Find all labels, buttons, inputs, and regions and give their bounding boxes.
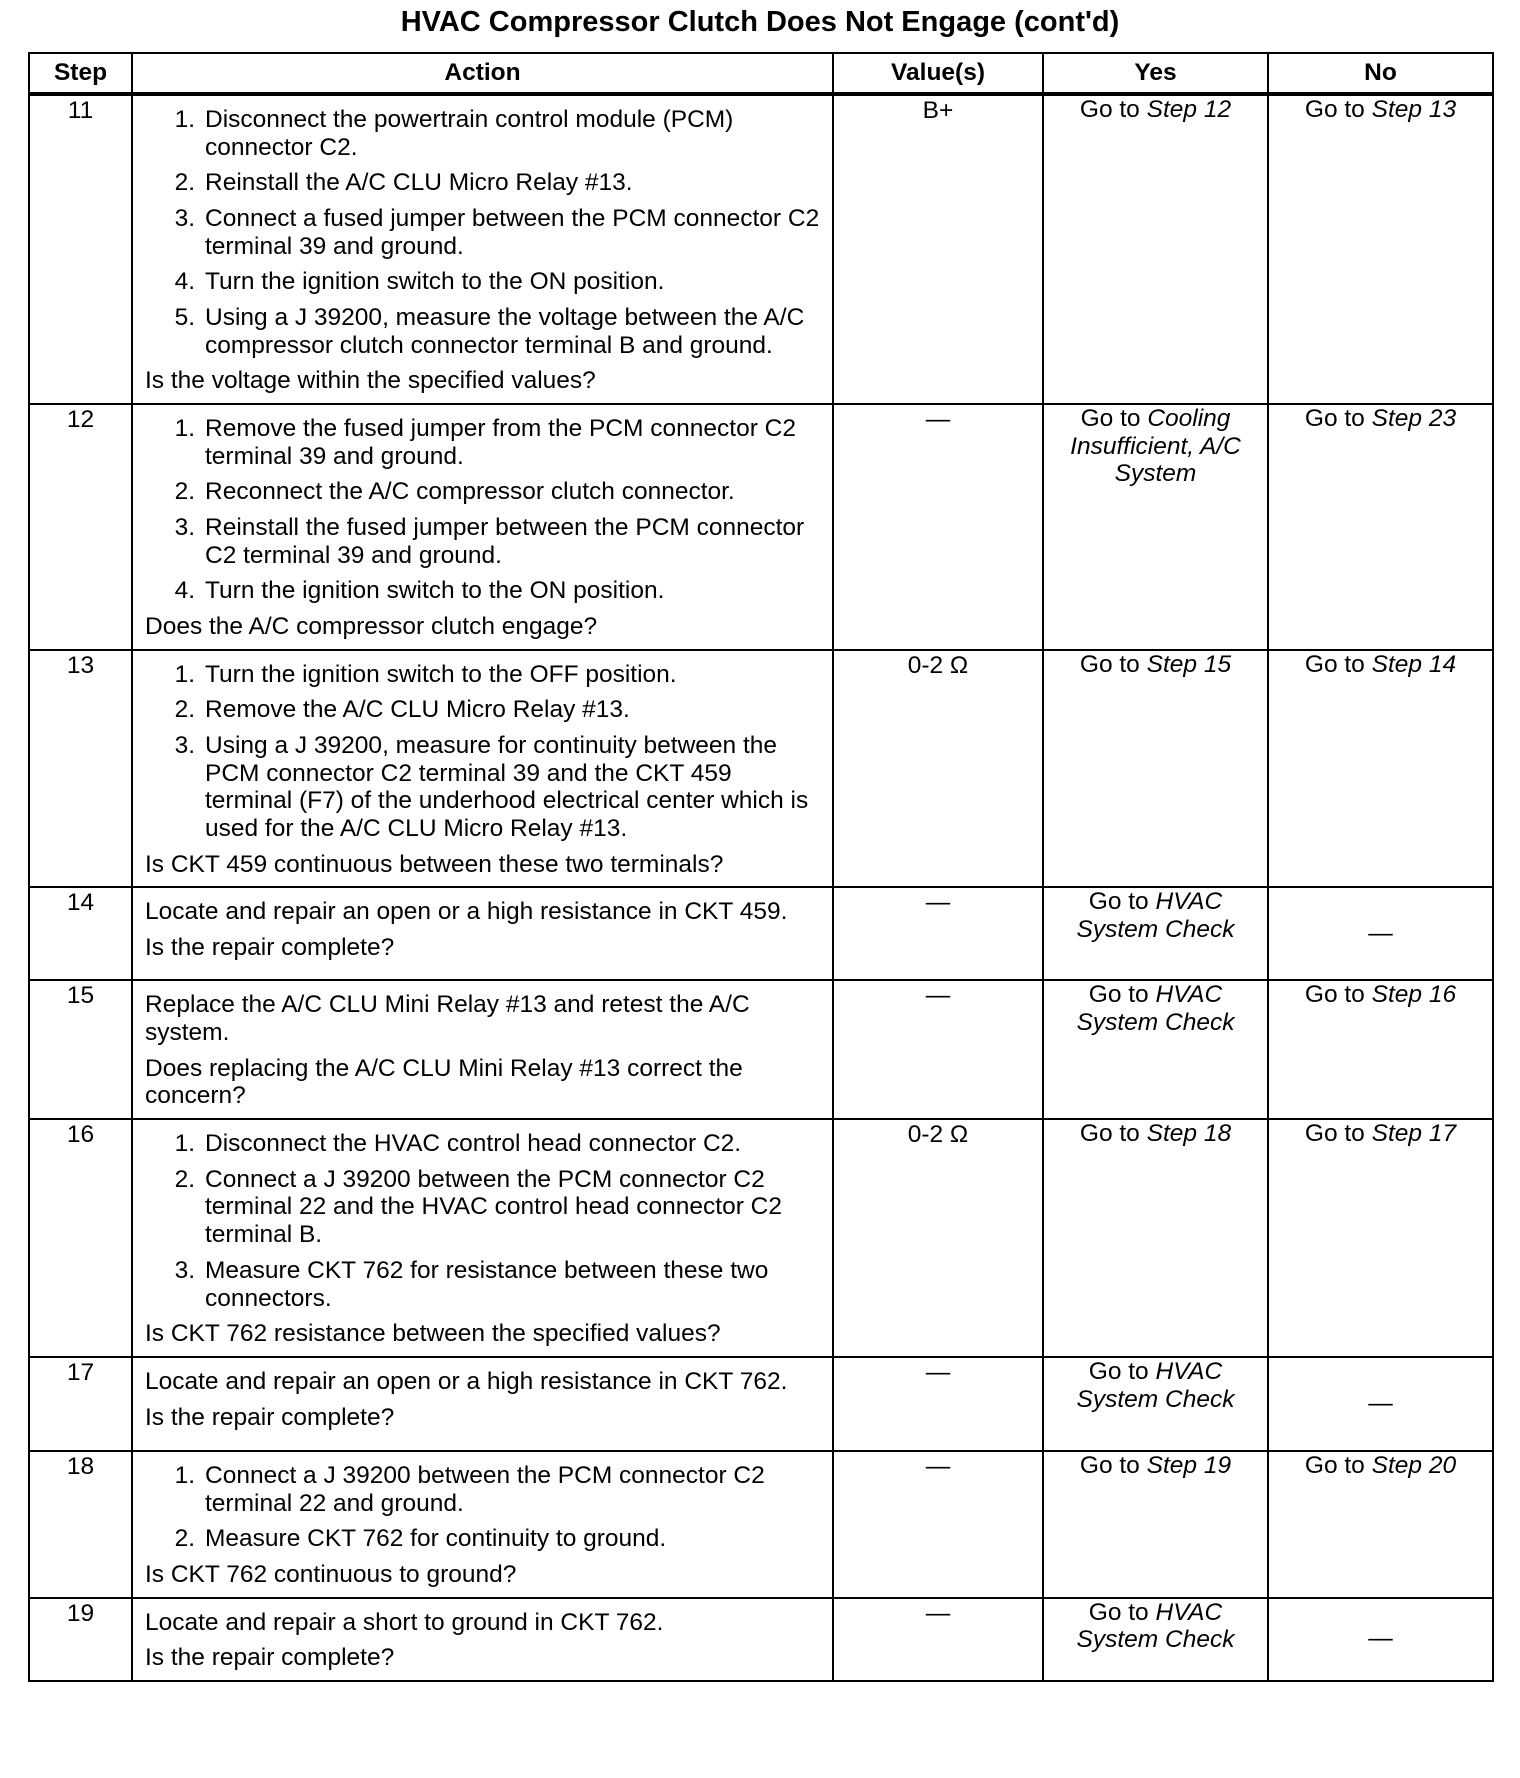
action-step-text: Reinstall the A/C CLU Micro Relay #13. <box>205 169 633 197</box>
yes-result-prefix: Go to <box>1088 1598 1156 1626</box>
table-row <box>29 1598 1493 1681</box>
yes-result-cell <box>1043 94 1268 404</box>
action-steps-list <box>145 1462 822 1553</box>
action-cell <box>132 1451 833 1598</box>
no-result-cell <box>1268 1598 1493 1681</box>
no-result-target: Step 20 <box>1371 1451 1457 1479</box>
yes-result-cell <box>1043 1357 1268 1451</box>
no-result-cell <box>1268 887 1493 980</box>
yes-result-prefix: Go to <box>1079 650 1147 678</box>
yes-result-cell <box>1043 650 1268 888</box>
action-step <box>145 169 822 197</box>
action-step-text: Connect a fused jumper between the PCM connector C2 terminal 39 and ground. <box>205 205 820 260</box>
yes-result-cell <box>1043 1598 1268 1681</box>
action-step-text: Disconnect the powertrain control module (PCM) connector C2. <box>205 106 734 161</box>
yes-result-cell <box>1043 404 1268 650</box>
action-step-number: 5. <box>174 304 195 332</box>
action-step <box>145 1462 822 1517</box>
action-step-text: Turn the ignition switch to the ON position. <box>205 268 665 296</box>
action-step-number: 2. <box>174 1525 195 1553</box>
yes-result-target: Step 15 <box>1146 650 1232 678</box>
no-result-target: Step 17 <box>1371 1120 1457 1148</box>
yes-result-cell <box>1043 1451 1268 1598</box>
action-instruction: Replace the A/C CLU Mini Relay #13 and retest the A/C system. <box>145 991 750 1047</box>
yes-result-target: HVAC System Check <box>1076 1598 1235 1654</box>
step-number: 13 <box>29 650 132 888</box>
action-step-number: 4. <box>174 268 195 296</box>
action-step-number: 1. <box>174 415 195 443</box>
value-spec: B+ <box>833 94 1043 404</box>
action-step-number: 2. <box>174 696 195 724</box>
action-cell <box>132 1598 833 1681</box>
no-result-target: — <box>1368 1625 1393 1653</box>
action-step-text: Disconnect the HVAC control head connector C2. <box>205 1130 742 1158</box>
table-body <box>29 94 1493 1681</box>
yes-result-cell <box>1043 887 1268 980</box>
no-result-prefix: Go to <box>1304 981 1372 1009</box>
value-spec: 0-2 Ω <box>833 1119 1043 1357</box>
no-result-target: Step 16 <box>1371 981 1457 1009</box>
action-step <box>145 106 822 161</box>
action-question: Is the repair complete? <box>145 1644 395 1672</box>
action-step <box>145 1525 822 1553</box>
column-header-no: No <box>1268 53 1493 94</box>
action-question: Is CKT 459 continuous between these two terminals? <box>145 850 724 878</box>
action-cell <box>132 1119 833 1357</box>
yes-result-cell <box>1043 1119 1268 1357</box>
action-step-number: 1. <box>174 660 195 688</box>
no-result-target: Step 13 <box>1371 96 1457 123</box>
action-step <box>145 661 822 689</box>
table-row <box>29 1357 1493 1451</box>
action-steps-list <box>145 661 822 843</box>
column-header-action: Action <box>132 53 833 94</box>
column-header-step: Step <box>29 53 132 94</box>
action-cell <box>132 650 833 888</box>
action-step-text: Turn the ignition switch to the OFF position. <box>205 660 677 688</box>
action-step <box>145 304 822 359</box>
action-instruction: Locate and repair an open or a high resistance in CKT 459. <box>145 898 788 926</box>
no-result-target: — <box>1368 920 1393 948</box>
action-step <box>145 205 822 260</box>
table-row <box>29 1119 1493 1357</box>
action-instruction: Locate and repair a short to ground in CKT 762. <box>145 1608 664 1636</box>
action-step <box>145 577 822 605</box>
action-step <box>145 268 822 296</box>
value-spec: — <box>833 887 1043 980</box>
action-step <box>145 732 822 843</box>
yes-result-target: HVAC System Check <box>1076 888 1235 944</box>
action-step-number: 1. <box>174 1130 195 1158</box>
value-spec: — <box>833 1357 1043 1451</box>
action-cell <box>132 1357 833 1451</box>
action-step <box>145 514 822 569</box>
action-step-text: Remove the A/C CLU Micro Relay #13. <box>205 696 630 724</box>
action-step-text: Connect a J 39200 between the PCM connector C2 terminal 22 and the HVAC control head connector C2 terminal B. <box>205 1165 782 1249</box>
value-spec: — <box>833 404 1043 650</box>
yes-result-prefix: Go to <box>1080 405 1148 433</box>
action-step-number: 3. <box>174 514 195 542</box>
no-result-target: Step 14 <box>1371 650 1457 678</box>
yes-result-cell <box>1043 980 1268 1119</box>
step-number: 18 <box>29 1451 132 1598</box>
action-step-number: 2. <box>174 169 195 197</box>
action-step-number: 3. <box>174 205 195 233</box>
no-result-prefix: Go to <box>1304 1451 1372 1479</box>
action-step-text: Using a J 39200, measure for continuity between the PCM connector C2 terminal 39 and the CKT 459 terminal (F7) of the underhood electrical center which is used for the A/C CLU Micro Relay #13. <box>205 732 809 843</box>
step-number: 12 <box>29 404 132 650</box>
action-step-text: Reconnect the A/C compressor clutch connector. <box>205 478 735 506</box>
action-step <box>145 1130 822 1158</box>
action-step-text: Turn the ignition switch to the ON position. <box>205 577 665 605</box>
table-row <box>29 980 1493 1119</box>
no-result-cell <box>1268 404 1493 650</box>
no-result-cell <box>1268 1451 1493 1598</box>
no-result-cell <box>1268 980 1493 1119</box>
no-result-cell <box>1268 650 1493 888</box>
yes-result-prefix: Go to <box>1079 96 1147 123</box>
yes-result-prefix: Go to <box>1088 1357 1156 1385</box>
action-question: Is the repair complete? <box>145 934 395 962</box>
action-cell <box>132 980 833 1119</box>
action-step <box>145 1166 822 1249</box>
action-question: Is the voltage within the specified values? <box>145 367 596 395</box>
step-number: 19 <box>29 1598 132 1681</box>
column-header-values: Value(s) <box>833 53 1043 94</box>
action-steps-list <box>145 415 822 605</box>
action-cell <box>132 94 833 404</box>
action-step <box>145 1257 822 1312</box>
step-number: 17 <box>29 1357 132 1451</box>
no-result-cell <box>1268 94 1493 404</box>
action-step-text: Using a J 39200, measure the voltage between the A/C compressor clutch connector terminal B and ground. <box>205 304 805 359</box>
no-result-cell <box>1268 1119 1493 1357</box>
value-spec: — <box>833 1598 1043 1681</box>
table-row <box>29 404 1493 650</box>
action-step-text: Reinstall the fused jumper between the PCM connector C2 terminal 39 and ground. <box>205 514 805 569</box>
action-step <box>145 415 822 470</box>
action-step-number: 1. <box>174 1461 195 1489</box>
action-steps-list <box>145 1130 822 1312</box>
yes-result-prefix: Go to <box>1079 1451 1147 1479</box>
no-result-prefix: Go to <box>1304 650 1372 678</box>
action-question: Does replacing the A/C CLU Mini Relay #13 correct the concern? <box>145 1054 743 1110</box>
no-result-target: — <box>1368 1390 1393 1417</box>
no-result-target: Step 23 <box>1371 405 1457 433</box>
action-cell <box>132 404 833 650</box>
action-question: Is CKT 762 resistance between the specified values? <box>145 1320 721 1348</box>
diagnostic-steps-table <box>28 52 1494 1682</box>
yes-result-target: Step 12 <box>1146 96 1232 123</box>
yes-result-target: HVAC System Check <box>1076 1357 1235 1413</box>
action-step-number: 1. <box>174 106 195 133</box>
yes-result-prefix: Go to <box>1088 981 1156 1009</box>
action-step-text: Measure CKT 762 for resistance between these two connectors. <box>205 1256 769 1312</box>
yes-result-target: HVAC System Check <box>1076 981 1235 1037</box>
action-step-number: 3. <box>174 732 195 760</box>
action-cell <box>132 887 833 980</box>
yes-result-target: Step 18 <box>1146 1120 1232 1148</box>
no-result-prefix: Go to <box>1304 1120 1372 1148</box>
table-row <box>29 1451 1493 1598</box>
no-result-prefix: Go to <box>1304 405 1372 433</box>
column-header-yes: Yes <box>1043 53 1268 94</box>
step-number: 14 <box>29 887 132 980</box>
step-number: 15 <box>29 980 132 1119</box>
action-step-number: 2. <box>174 478 195 506</box>
action-step <box>145 478 822 506</box>
table-header-row <box>29 53 1493 94</box>
step-number: 16 <box>29 1119 132 1357</box>
table-row <box>29 650 1493 888</box>
no-result-prefix: Go to <box>1304 96 1372 123</box>
action-step-text: Connect a J 39200 between the PCM connector C2 terminal 22 and ground. <box>205 1461 765 1517</box>
action-steps-list <box>145 106 822 359</box>
yes-result-target: Cooling Insufficient, A/C System <box>1070 405 1241 488</box>
no-result-cell <box>1268 1357 1493 1451</box>
table-row <box>29 94 1493 404</box>
action-step-number: 2. <box>174 1165 195 1193</box>
yes-result-target: Step 19 <box>1146 1451 1232 1479</box>
action-instruction: Locate and repair an open or a high resistance in CKT 762. <box>145 1367 788 1395</box>
action-question: Is CKT 762 continuous to ground? <box>145 1560 517 1588</box>
page-title: HVAC Compressor Clutch Does Not Engage (cont'd) <box>400 6 1120 38</box>
action-step <box>145 696 822 724</box>
action-step-number: 3. <box>174 1256 195 1284</box>
value-spec: — <box>833 1451 1043 1598</box>
value-spec: 0-2 Ω <box>833 650 1043 888</box>
yes-result-prefix: Go to <box>1079 1120 1147 1148</box>
action-question: Is the repair complete? <box>145 1403 395 1431</box>
action-question: Does the A/C compressor clutch engage? <box>145 613 598 641</box>
yes-result-prefix: Go to <box>1088 888 1156 916</box>
value-spec: — <box>833 980 1043 1119</box>
action-step-text: Remove the fused jumper from the PCM connector C2 terminal 39 and ground. <box>205 415 796 470</box>
step-number: 11 <box>29 94 132 404</box>
table-row <box>29 887 1493 980</box>
action-step-text: Measure CKT 762 for continuity to ground. <box>205 1525 667 1553</box>
action-step-number: 4. <box>174 577 195 605</box>
